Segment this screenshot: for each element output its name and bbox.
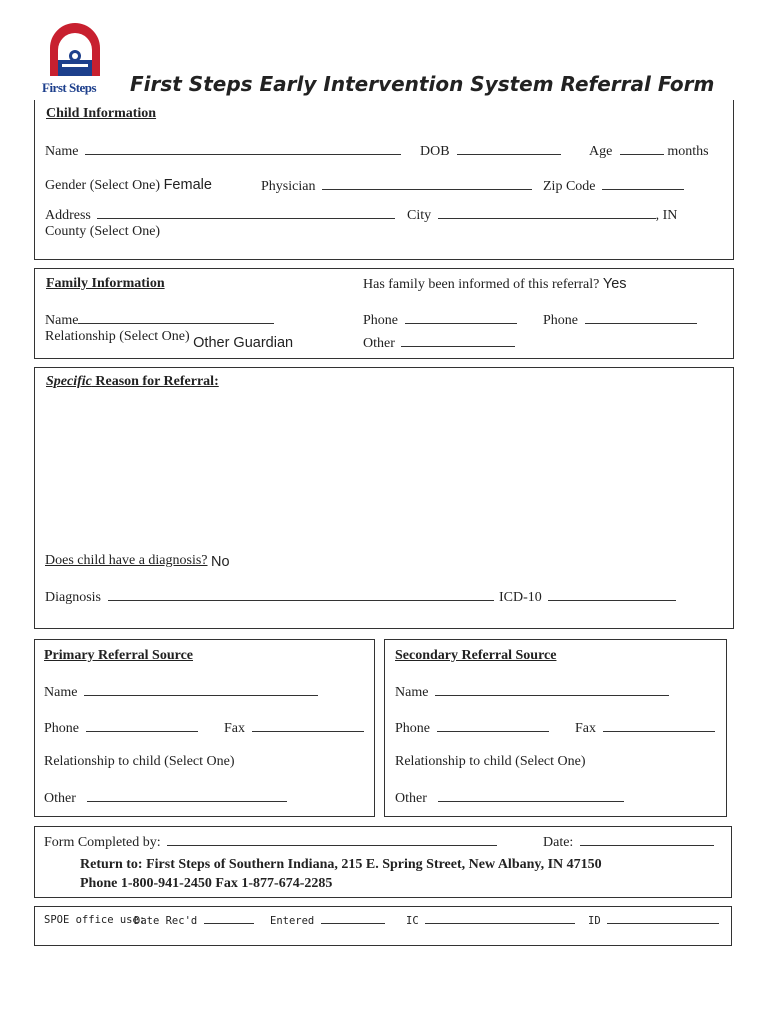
child-zip-label: Zip Code (543, 179, 596, 194)
family-relationship-value[interactable]: Other Guardian (193, 335, 294, 351)
secondary-other-input[interactable] (438, 789, 624, 802)
family-other-input[interactable] (401, 334, 515, 347)
primary-fax-label: Fax (224, 721, 245, 736)
primary-other-field[interactable] (44, 789, 287, 807)
diagnosis-question-field[interactable] (45, 552, 230, 569)
spoe-date-input[interactable] (204, 914, 254, 924)
icd-label: ICD-10 (499, 590, 542, 605)
child-gender-label: Gender (Select One) (45, 178, 161, 193)
family-name-input[interactable] (78, 311, 274, 324)
page-title: First Steps Early Intervention System Referral Form (130, 72, 715, 96)
child-address-field[interactable] (45, 206, 395, 224)
child-age-label: Age (589, 144, 613, 159)
completion-date-label: Date: (543, 835, 574, 850)
child-gender-value[interactable]: Female (163, 177, 212, 193)
diagnosis-field[interactable] (45, 588, 494, 606)
family-other-label: Other (363, 336, 395, 351)
logo-text: First Steps (42, 80, 97, 95)
spoe-entered-field[interactable] (270, 914, 385, 927)
secondary-name-input[interactable] (435, 683, 669, 696)
secondary-phone-input[interactable] (437, 719, 549, 732)
family-informed-question: Has family been informed of this referral? (363, 277, 600, 292)
diagnosis-question-value[interactable]: No (211, 554, 230, 570)
child-physician-input[interactable] (322, 177, 532, 190)
primary-name-label: Name (44, 685, 78, 700)
family-phone-label-1: Phone (363, 313, 398, 328)
diagnosis-input[interactable] (108, 588, 494, 601)
child-address-input[interactable] (97, 206, 395, 219)
spoe-office-label: SPOE office use: (44, 914, 146, 926)
family-phone-input-2[interactable] (585, 311, 697, 324)
completed-by-label: Form Completed by: (44, 835, 161, 850)
child-age-field[interactable] (589, 142, 709, 160)
child-state-suffix: , IN (655, 208, 678, 223)
child-dob-input[interactable] (457, 142, 561, 155)
child-county-label: County (Select One) (45, 224, 161, 239)
secondary-phone-label: Phone (395, 721, 430, 736)
spoe-entered-label: Entered (270, 915, 315, 927)
child-zip-input[interactable] (602, 177, 684, 190)
primary-source-heading: Primary Referral Source (44, 648, 194, 663)
child-gender-field[interactable] (45, 177, 212, 194)
secondary-relationship-field[interactable] (395, 754, 586, 770)
reason-textarea[interactable] (44, 396, 724, 544)
child-name-field[interactable] (45, 142, 401, 160)
child-city-field[interactable] (407, 206, 677, 224)
secondary-source-heading: Secondary Referral Source (395, 648, 557, 663)
spoe-entered-input[interactable] (321, 914, 385, 924)
child-dob-label: DOB (420, 144, 450, 159)
secondary-name-label: Name (395, 685, 429, 700)
family-name-label: Name (45, 313, 79, 328)
secondary-other-field[interactable] (395, 789, 624, 807)
family-phone-field-2[interactable] (543, 311, 697, 329)
primary-fax-input[interactable] (252, 719, 364, 732)
spoe-ic-input[interactable] (425, 914, 575, 924)
primary-phone-field[interactable] (44, 719, 198, 737)
spoe-ic-label: IC (406, 915, 419, 927)
family-informed-field[interactable] (363, 276, 627, 293)
spoe-date-label: Date Rec'd (134, 915, 198, 927)
primary-phone-input[interactable] (86, 719, 198, 732)
child-name-label: Name (45, 144, 79, 159)
icd-field[interactable] (499, 588, 676, 606)
primary-relationship-field[interactable] (44, 754, 235, 770)
secondary-relationship-label: Relationship to child (Select One) (395, 754, 586, 769)
child-dob-field[interactable] (420, 142, 561, 160)
primary-other-input[interactable] (87, 789, 287, 802)
child-address-label: Address (45, 208, 91, 223)
child-age-input[interactable] (620, 142, 664, 155)
child-age-suffix: months (667, 144, 709, 159)
primary-relationship-label: Relationship to child (Select One) (44, 754, 235, 769)
family-other-field[interactable] (363, 334, 515, 352)
family-info-heading: Family Information (46, 276, 165, 291)
spoe-id-input[interactable] (607, 914, 719, 924)
completed-by-input[interactable] (167, 833, 497, 846)
return-contact: Phone 1-800-941-2450 Fax 1-877-674-2285 (80, 876, 333, 891)
icd-input[interactable] (548, 588, 676, 601)
primary-name-input[interactable] (84, 683, 318, 696)
primary-name-field[interactable] (44, 683, 318, 701)
spoe-id-field[interactable] (588, 914, 719, 927)
family-name-field[interactable] (45, 311, 274, 329)
secondary-fax-label: Fax (575, 721, 596, 736)
logo-arch-icon (40, 20, 110, 80)
family-phone-input-1[interactable] (405, 311, 517, 324)
completion-date-field[interactable] (543, 833, 714, 851)
diagnosis-question: Does child have a diagnosis? (45, 553, 208, 568)
child-physician-field[interactable] (261, 177, 532, 195)
spoe-id-label: ID (588, 915, 601, 927)
secondary-fax-input[interactable] (603, 719, 715, 732)
return-address: Return to: First Steps of Southern Indiana, 215 E. Spring Street, New Albany, IN 47150 (80, 857, 602, 872)
secondary-fax-field[interactable] (575, 719, 715, 737)
child-physician-label: Physician (261, 179, 316, 194)
completion-date-input[interactable] (580, 833, 714, 846)
spoe-ic-field[interactable] (406, 914, 575, 927)
family-informed-value[interactable]: Yes (602, 276, 627, 292)
secondary-phone-field[interactable] (395, 719, 549, 737)
secondary-other-label: Other (395, 791, 427, 806)
child-name-input[interactable] (85, 142, 401, 155)
family-relationship-field[interactable] (45, 328, 294, 351)
family-phone-field-1[interactable] (363, 311, 517, 329)
first-steps-logo (40, 20, 110, 98)
family-relationship-label: Relationship (Select One) (45, 329, 190, 344)
spoe-date-field[interactable] (134, 914, 254, 927)
child-info-heading: Child Information (46, 106, 157, 121)
child-city-label: City (407, 208, 432, 223)
secondary-name-field[interactable] (395, 683, 669, 701)
family-phone-label-2: Phone (543, 313, 578, 328)
primary-other-label: Other (44, 791, 76, 806)
reason-heading-rest: Reason for Referral: (91, 374, 219, 389)
child-city-input[interactable] (438, 206, 656, 219)
diagnosis-label: Diagnosis (45, 590, 101, 605)
completed-by-field[interactable] (44, 833, 497, 851)
primary-fax-field[interactable] (224, 719, 364, 737)
child-zip-field[interactable] (543, 177, 684, 195)
child-county-field[interactable] (45, 224, 160, 240)
reason-heading (46, 374, 219, 390)
reason-heading-italic: Specific (46, 374, 92, 389)
primary-phone-label: Phone (44, 721, 79, 736)
